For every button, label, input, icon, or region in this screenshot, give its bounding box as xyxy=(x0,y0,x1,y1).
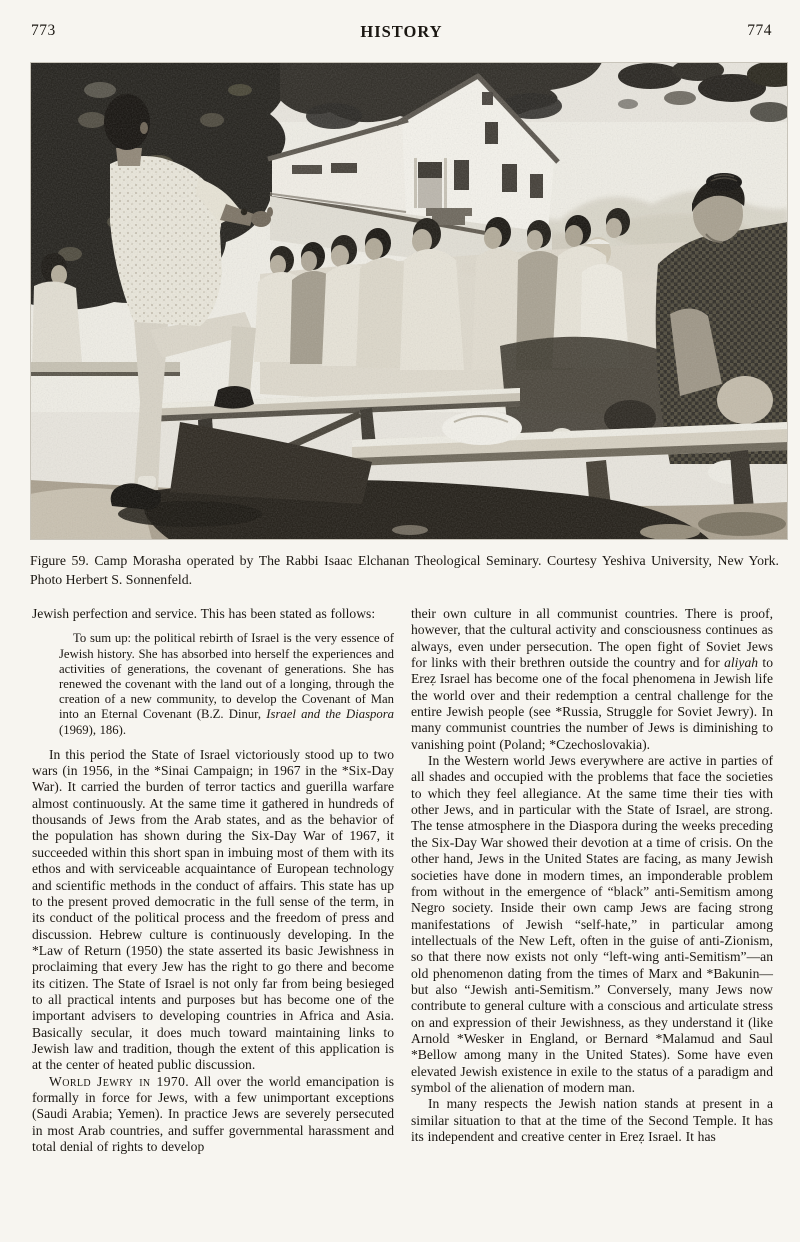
page-number-left: 773 xyxy=(31,22,56,39)
page-header xyxy=(31,22,772,40)
paragraph-continuation: Jewish perfection and service. This has been stated as follows: xyxy=(32,606,376,621)
right-column xyxy=(411,606,773,1155)
paragraph-world-jewry: World Jewry in 1970. All over the world emancipation is formally in force for Jews, with a few unimportant exceptions (Saudi Arabia; Yemen). In practice Jews are severely persecuted in most Arab countries, and suffer governmental harassment and total denial of rights to develop xyxy=(32,1073,395,1155)
figure-caption: Figure 59. Camp Morasha operated by The Rabbi Isaac Elchanan Theological Seminary. Courtesy Yeshiva University, New York. Photo Herbert S. Sonnenfeld. xyxy=(30,553,779,587)
paragraph: In the Western world Jews everywhere are active in parties of all shades and occupied with the problems that face the societies to which they feel allegiance. At the same time their ties with other Jews, and in particular with the State of Israel, are strong. The tense atmosphere in the Diaspora during the weeks preceding the Six-Day War showed their devotion at a time of crisis. On the other hand, Jews in the United States are facing, as many Jewish societies have done in modern times, an imponderable problem from without in the emergence of “black” anti-Semitism among Negro society. Inside their own camp Jews are facing strong manifestations of Jewish “self-hate,” in particular among intellectuals of the New Left, often in the guise of anti-Zionism, so that there now exists not only “left-wing anti-Semitism”—an old phenomenon dating from the times of Marx and *Bakunin—but also “Jewish anti-Semitism.” Conversely, many Jews now contribute to general culture with a conscious and articulate stress on and expression of their Jewishness, as they understand it (like Arnold *Wesker in England, or Bernard *Malamud and Saul *Bellow among many in the United States). Some have even elevated Jewish existence in exile to the status of a paradigm and symbol of the alienation of modern man. xyxy=(411,753,773,1095)
left-column xyxy=(32,606,394,1155)
page-number-right: 774 xyxy=(747,22,772,39)
paragraph: In this period the State of Israel victoriously stood up to two wars (in 1956, in the *Sinai Campaign; in 1967 in the *Six-Day War). It carried the burden of terror tactics and guerilla warfare almost continuously. At the same time it gathered in hundreds of thousands of Jews from the Arab states, and as the behavior of the population has shown during the Six-Day War of 1967, it succeeded within this short span in imbuing most of them with its ethos and with serviceable acquaintance of European technology and scientific methods in the conduct of affairs. This state has up to the present proved democratic in the full sense of the term, in its conduct of the political process and the freedom of press and discussion. Hebrew culture is continuously developing. In the *Law of Return (1950) the state asserted its basic Jewishness in proclaiming that every Jew has the right to go there and become its citizen. The State of Israel is not only far from being besieged to all practical intents and purposes but has become one of the important advisers to developing countries in Africa and Asia. Basically secular, it does much toward maintaining links to Jewish law and tradition, though the extent of this application is at the center of heated public discussion. xyxy=(32,746,394,1073)
paragraph: In many respects the Jewish nation stands at present in a similar situation to that at the time of the Second Temple. It has its independent and creative center in Ereẓ Israel. It has xyxy=(411,1096,773,1144)
article-body xyxy=(32,606,773,1155)
figure-photo xyxy=(30,62,788,540)
block-quote: To sum up: the political rebirth of Israel is the very essence of Jewish history. She has absorbed into herself the experiences and activities of generations, the covenant of generations. She has renewed the covenant with the land out of a longing, through the creation of a new community, to develop the Covenant of Man into an Eternal Covenant (B.Z. Dinur, Israel and the Diaspora (1969), 186). xyxy=(59,631,394,737)
running-title: HISTORY xyxy=(360,22,443,41)
camp-photo-illustration xyxy=(30,62,788,540)
paragraph-continuation: their own culture in all communist countries. There is proof, however, that the cultural activity and consciousness continues as always, even under persecution. The open fight of Soviet Jews for links with their brethren outside the country and for aliyah to Ereẓ Israel has become one of the focal phenomena in Jewish life the world over and their redemption a central challenge for the entire Jewish people (see *Russia, Struggle for Soviet Jewry). In many communist countries the number of Jews is diminishing to vanishing point (Poland; *Czechoslovakia). xyxy=(411,606,773,752)
